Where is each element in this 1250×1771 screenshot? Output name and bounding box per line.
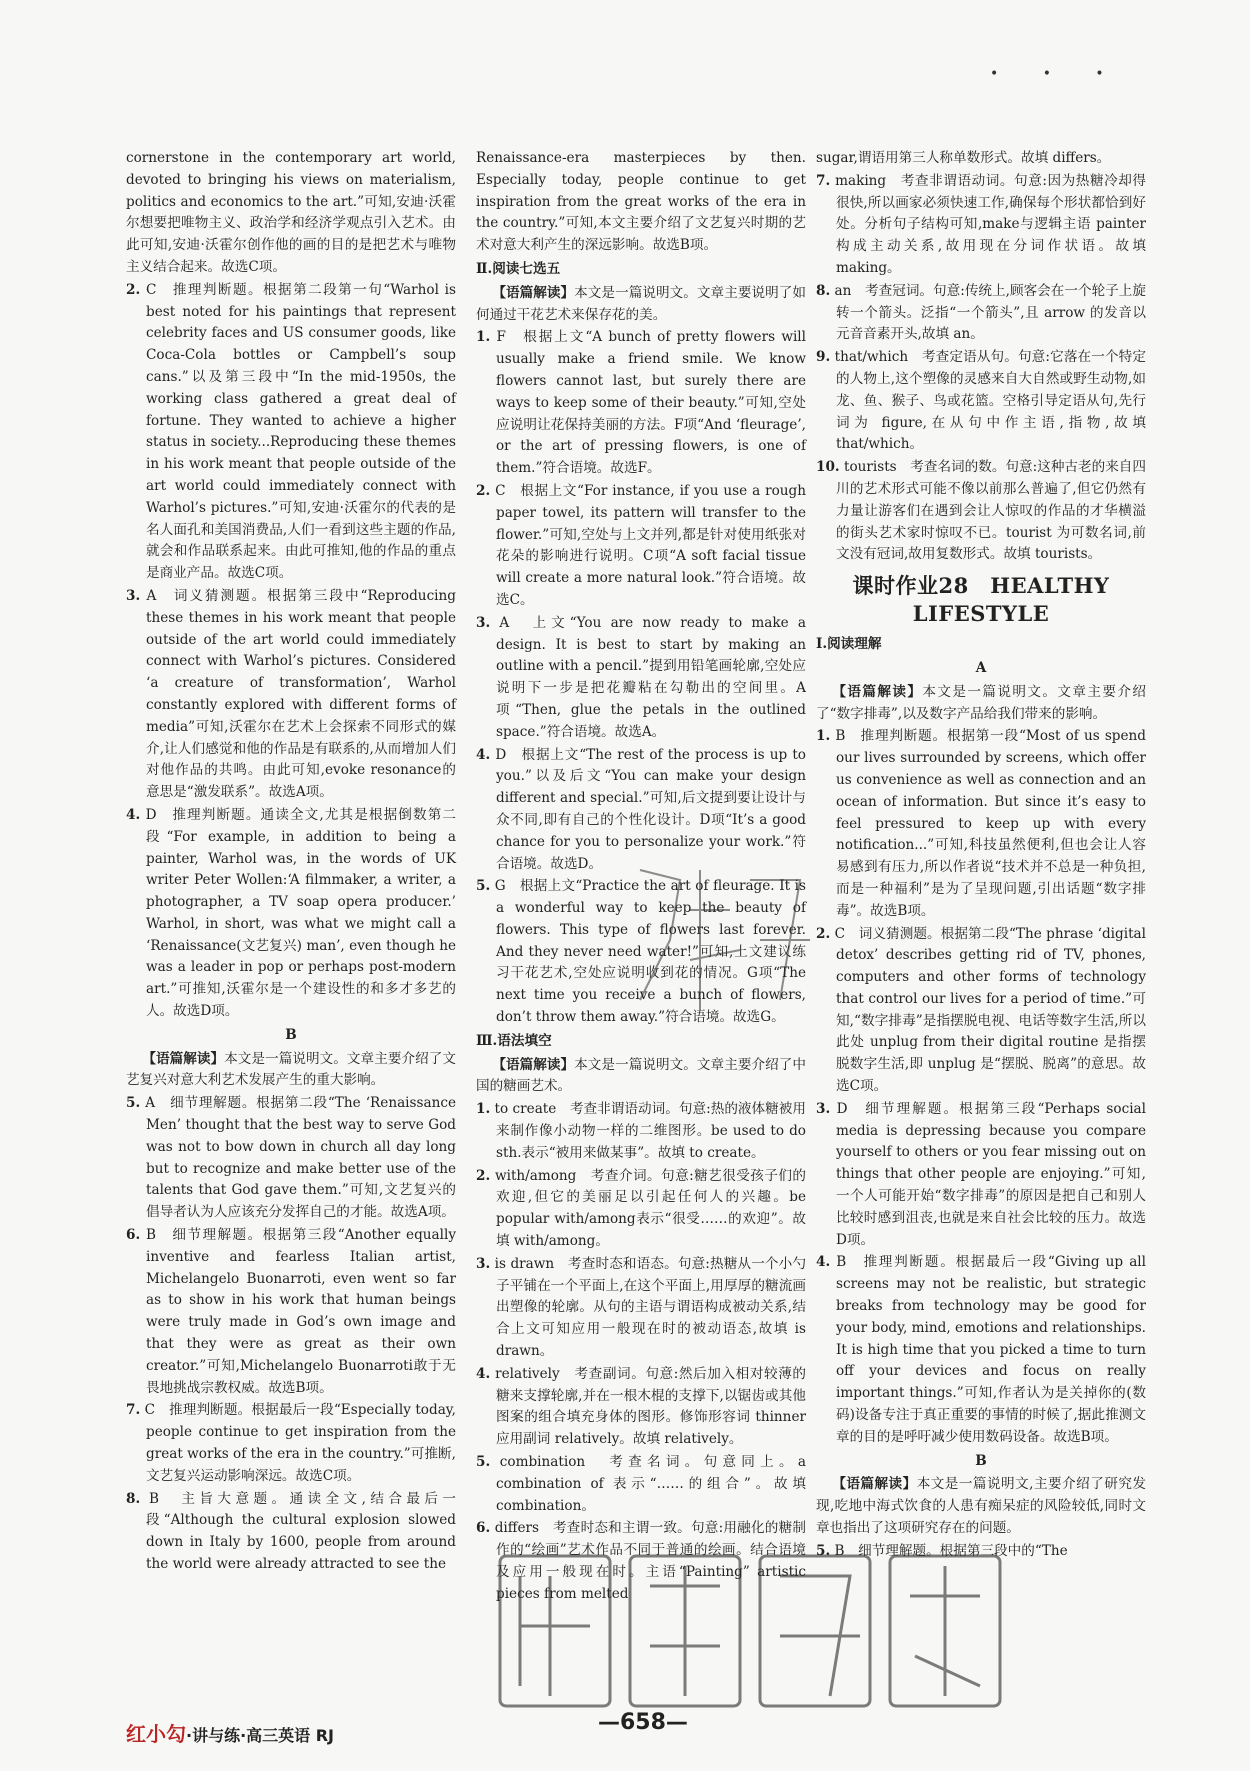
item-text: A 细节理解题。根据第二段“The ‘Renaissance Men’ thought that the best way to serve God was not to bow down in church all day long but to recognize and make better use of the talents that God gave them.”可知,文艺复兴的倡导者认为人应该充分发挥自己的才能。故选A项。 (140, 1095, 456, 1221)
item-text: D 推理判断题。通读全文,尤其是根据倒数第二段“For example, in addition to being a painter, Warhol was, in the words of UK writer Peter Wollen:‘A filmmaker, a writer, a photographer, a TV soap opera producer.’ Warhol, in short, was what we might call a ‘Renaissance(文艺复兴) man’, even though he was a leader in pop or perhaps post-modern art.”可推知,沃霍尔是一个建设性的和多才多艺的人。故选D项。 (140, 806, 456, 1020)
summary-label: 【语篇解读】 (492, 284, 575, 301)
answer-item (816, 281, 1146, 346)
item-text: making 考查非谓语动词。句意:因为热糖冷却得很快,所以画家必须快速工作,确保每个形状都恰到好处。分析句子结构可知,make与逻辑主语 painter 构成主动关系,故用现在分词作状语。故填 making。 (830, 172, 1146, 276)
answer-item (816, 171, 1146, 280)
answer-item (126, 586, 456, 804)
summary-label: 【语篇解读】 (142, 1050, 225, 1067)
answer-item (476, 613, 806, 744)
watermark-stamp-mid (620, 850, 820, 1030)
item-text: differs 考查时态和主谓一致。句意:用融化的糖制作的“绘画”艺术作品不同于普通的绘画。结合语境及应用一般现在时。主语“Painting” artistic pieces from melted (490, 1520, 806, 1602)
answer-item (476, 1452, 806, 1517)
passage-summary (476, 283, 806, 327)
top-marks: • • • (990, 66, 1124, 82)
item-number: 4. (476, 1365, 491, 1382)
item-text: C 词义猜测题。根据第二段“The phrase ‘digital detox’ describes getting rid of TV, phones, computers and other forms of technology that control our lives for a period of time.”可知,“数字排毒”是指摆脱电视、电话等数字生活,所以此处 unplug from their digital routine 是指摆脱数字生活,即 unplug 是“摆脱、脱离”的意思。故选C项。 (830, 925, 1146, 1095)
answer-item (816, 457, 1146, 566)
item-number: 3. (476, 1255, 491, 1272)
item-text: D 细节理解题。根据第三段“Perhaps social media is depressing because you compare yourself to others or you fear missing out on things that other people are enjoying.”可知,一个人可能开始“数字排毒”的原因是把自己和别人比较时感到沮丧,也就是来自社会比较的压力。故选D项。 (830, 1100, 1146, 1248)
answer-item (476, 481, 806, 612)
item-number: 6. (476, 1520, 491, 1537)
item-number: 10. (816, 459, 840, 476)
item-text: is drawn 考查时态和语态。句意:热糖从一个小勺子平铺在一个平面上,在这个平面上,用厚厚的糖流画出塑像的轮廓。从句的主语与谓语构成被动关系,结合上文可知应用一般现在时的被动语态,故填 is drawn。 (490, 1255, 806, 1360)
passage-summary (816, 1474, 1146, 1539)
item-text: F 根据上文“A bunch of pretty flowers will usually make a friend smile. We know flowers cannot last, but surely there are ways to keep some of their beauty.”可知,空处应说明让花保持美丽的方法。F项“And ‘fleurage’, or the art of pressing flowers, is one of them.”符合语境。故选F。 (490, 329, 806, 477)
section-heading: Ⅲ.语法填空 (476, 1032, 552, 1049)
passage-summary (476, 1055, 806, 1099)
item-text: C 推理判断题。根据第二段第一句“Warhol is best noted for his paintings that represent celebrity faces and US consumer goods, like Coca-Cola bottles or Campbell’s soup cans.”以及第三段中“In the mid-1950s, the working class gathered a great deal of fortune. They wanted to achieve a higher status in society...Reproducing these themes in his work meant that people outside of the art world could immediately connect with Warhol’s pictures.”可知,安迪·沃霍尔的代表的是名人面孔和美国消费品,人们一看到这些主题的作品,就会和作品联系起来。由此可推知,他的作品的重点是商业产品。故选C项。 (140, 281, 456, 582)
answer-item (816, 924, 1146, 1098)
item-number: 3. (816, 1100, 831, 1117)
answer-item (126, 1225, 456, 1399)
book-title: ·讲与练·高三英语 RJ (186, 1726, 335, 1745)
item-number: 2. (126, 281, 141, 298)
item-text: G 根据上文“Practice the art of fleurage. It is a wonderful way to keep the beauty of flowers. This type of flowers last forever. And they never need water!”可知,上文建议练习干花艺术,空处应说明收到花的情况。G项“The next time you receive a bunch of flowers, don’t throw them away.”符合语境。故选G。 (490, 878, 806, 1026)
summary-text: 本文是一篇说明文。文章主要说明了如何通过干花艺术来保存花的美。 (476, 284, 806, 323)
item-number: 2. (816, 925, 831, 942)
page-number: —658— (598, 1710, 688, 1735)
item-number: 1. (816, 728, 831, 745)
item-text: A 上文“You are now ready to make a design. It is best to start by making an outline with a pencil.”提到用铅笔画轮廓,空处应说明下一步是把花瓣粘在勾勒出的空间里。A项“Then, glue the petals in the outlined space.”符合语境。故选A。 (490, 614, 806, 740)
section-heading: Ⅱ.阅读七选五 (476, 260, 561, 277)
item-number: 2. (476, 482, 491, 499)
answer-item (476, 1166, 806, 1253)
item-text: A 词义猜测题。根据第三段中“Reproducing these themes in his work meant that people outside of the art world could immediately connect with Warhol’s pictures. Considered ‘a creature of transformation’, Warhol constantly explored with different forms of media”可知,沃霍尔在艺术上会探索不同形式的媒介,让人们感觉和他的作品是有联系的,从而增加人们对他作品的共鸣。由此可知,evoke resonance的意思是“激发联系”。故选A项。 (140, 587, 456, 801)
item-text: combination 考查名词。句意同上。a combination of 表示“……的组合”。故填 combination。 (490, 1454, 806, 1514)
item-text: relatively 考查副词。句意:然后加入相对较薄的糖来支撑轮廓,并在一根木棍的支撑下,以锯齿或其他图案的组合填充身体的图形。修饰形容词 thinner 应用副词 relatively。故填 relatively。 (490, 1365, 806, 1448)
summary-label: 【语篇解读】 (832, 1476, 917, 1493)
item-text: B 推理判断题。根据最后一段“Giving up all screens may not be realistic, but strategic breaks from technology may be good for your body, mind, emotions and relationships. It is high time that you picked a time to turn off your devices and focus on really important things.”可知,作者认为是关掉你的(数码)设备专注于真正重要的事情的时候了,据此推测文章的目的是呼吁减少使用数码设备。故选B项。 (830, 1254, 1146, 1445)
item-text: B 推理判断题。根据第一段“Most of us spend our lives surrounded by screens, which offer us convenience as well as connection and an ocean of information. But since it’s easy to feel pressured to keep up with every notification...”可知,科技虽然便利,但也会让人容易感到有压力,所以作者说“技术并不总是一种负担,而是一种福利”是为了呈现问题,引出话题“数字排毒”。故选B项。 (830, 728, 1146, 919)
passage-summary (126, 1049, 456, 1093)
sub-heading: B (285, 1026, 297, 1043)
watermark (490, 1536, 1010, 1736)
item-text: C 根据上文“For instance, if you use a rough paper towel, its pattern will transfer to the flower.”可知,空处与上文并列,都是针对使用纸张对花朵的影响进行说明。C项“A soft facial tissue will create a more natural look.”符合语境。故选C。 (490, 482, 806, 608)
item-text: to create 考查非谓语动词。句意:热的液体糖被用来制作像小动物一样的二维图形。be used to do sth.表示“被用来做某事”。故填 to create。 (490, 1101, 806, 1161)
item-number: 8. (816, 282, 831, 299)
answer-item (126, 1093, 456, 1224)
item-number: 4. (126, 806, 141, 823)
item-text: D 根据上文“The rest of the process is up to you.”以及后文“You can make your design different and special.”可知,后文提到要让设计与众不同,即有自己的个性化设计。D项“It’s a good chance for you to personalize your work.”符合语境。故选D。 (490, 746, 806, 872)
answer-item (476, 1099, 806, 1164)
item-number: 5. (126, 1095, 141, 1112)
lesson-title: 课时作业28 HEALTHY LIFESTYLE (852, 573, 1110, 627)
summary-text: 本文是一篇说明文。文章主要介绍了文艺复兴对意大利艺术发展产生的重大影响。 (126, 1050, 456, 1089)
item-number: 8. (126, 1490, 141, 1507)
item-number: 5. (476, 1454, 491, 1471)
answer-item (126, 280, 456, 585)
item-number: 1. (476, 329, 491, 346)
sub-heading: A (975, 659, 987, 676)
continued-text: cornerstone in the contemporary art world, devoted to bringing his views on materialism, politics and economics to the art.”可知,安迪·沃霍尔想要把唯物主义、政治学和经济学观点引入艺术。由此可知,安迪·沃霍尔创作他的画的目的是把艺术与唯物主义结合起来。故选C项。 (126, 150, 456, 275)
column-1 (126, 148, 456, 1577)
item-number: 7. (126, 1402, 141, 1419)
footer (126, 1718, 334, 1747)
item-number: 7. (816, 172, 831, 189)
item-text: with/among 考查介词。句意:糖艺很受孩子们的欢迎,但它的美丽足以引起任何人的兴趣。be popular with/among表示“很受……的欢迎”。故填 with/among。 (490, 1167, 806, 1250)
item-number: 9. (816, 349, 831, 366)
item-text: C 推理判断题。根据最后一段“Especially today, people continue to get inspiration from the great works of the era in the country.”可推断,文艺复兴运动影响深远。故选C项。 (140, 1402, 456, 1484)
column-3 (816, 148, 1146, 1564)
item-text: tourists 考查名词的数。句意:这种古老的来自四川的艺术形式可能不像以前那么普遍了,但它仍然有力量让游客们在遇到会让人惊叹的作品的才华横溢的街头艺术家时惊叹不已。tourist 为可数名词,前文没有冠词,故用复数形式。故填 tourists。 (836, 459, 1146, 563)
answer-item (816, 726, 1146, 922)
item-number: 3. (476, 614, 491, 631)
answer-item (816, 347, 1146, 456)
answer-item (476, 327, 806, 480)
item-number: 4. (476, 746, 491, 763)
summary-label: 【语篇解读】 (492, 1056, 575, 1073)
section-heading: Ⅰ.阅读理解 (816, 636, 882, 653)
item-number: 1. (476, 1101, 491, 1118)
item-number: 5. (476, 878, 491, 895)
item-number: 4. (816, 1254, 831, 1271)
summary-text: 本文是一篇说明文。文章主要介绍了“数字排毒”,以及数字产品给我们带来的影响。 (816, 683, 1147, 722)
answer-item (476, 1254, 806, 1363)
item-number: 3. (126, 587, 141, 604)
answer-item (126, 805, 456, 1023)
summary-text: 本文是一篇说明文。文章主要介绍了中国的糖画艺术。 (476, 1056, 806, 1095)
brand-logo: 红小勾 (126, 1722, 186, 1746)
item-text: B 主旨大意题。通读全文,结合最后一段“Although the cultural explosion slowed down in Italy by 1600, people from around the world were already attracted to see the (140, 1490, 456, 1572)
item-number: 6. (126, 1227, 141, 1244)
answer-item (816, 1252, 1146, 1448)
item-text: an 考查冠词。句意:传统上,顾客会在一个轮子上旋转一个箭头。泛指“一个箭头”,且 arrow 的发音以元音音素开头,故填 an。 (830, 282, 1146, 343)
passage-summary (816, 682, 1146, 726)
item-number: 2. (476, 1167, 491, 1184)
answer-item (476, 1364, 806, 1451)
answer-item (816, 1099, 1146, 1252)
item-text: that/which 考查定语从句。句意:它落在一个特定的人物上,这个塑像的灵感来自大自然或野生动物,如龙、鱼、猴子、鸟或花篮。空格引导定语从句,先行词为 figure,在从句中作主语,指物,故填 that/which。 (830, 349, 1146, 453)
summary-label: 【语篇解读】 (832, 683, 923, 700)
item-number: 5. (816, 1542, 831, 1559)
answer-item (126, 1489, 456, 1576)
item-text: B 细节理解题。根据第三段“Another equally inventive and fearless Italian artist, Michelangelo Buonarroti, even went so far as to show in his work that human beings were truly made in God’s own image and that they were as great as their own creator.”可知,Michelangelo Buonarroti敢于无畏地挑战宗教权威。故选B项。 (140, 1227, 456, 1396)
summary-text: 本文是一篇说明文,主要介绍了研究发现,吃地中海式饮食的人患有痴呆症的风险较低,同时文章也指出了这项研究存在的问题。 (816, 1476, 1146, 1537)
continued-text: sugar,谓语用第三人称单数形式。故填 differs。 (816, 150, 1111, 166)
item-text: B 细节理解题。根据第三段中的“The (830, 1542, 1068, 1559)
sub-heading: B (975, 1452, 987, 1469)
answer-item (126, 1400, 456, 1487)
continued-text: Renaissance-era masterpieces by then. Especially today, people continue to get inspiration from the great works of the era in the country.”可知,本文主要介绍了文艺复兴时期的艺术对意大利产生的深远影响。故选B项。 (476, 150, 806, 254)
